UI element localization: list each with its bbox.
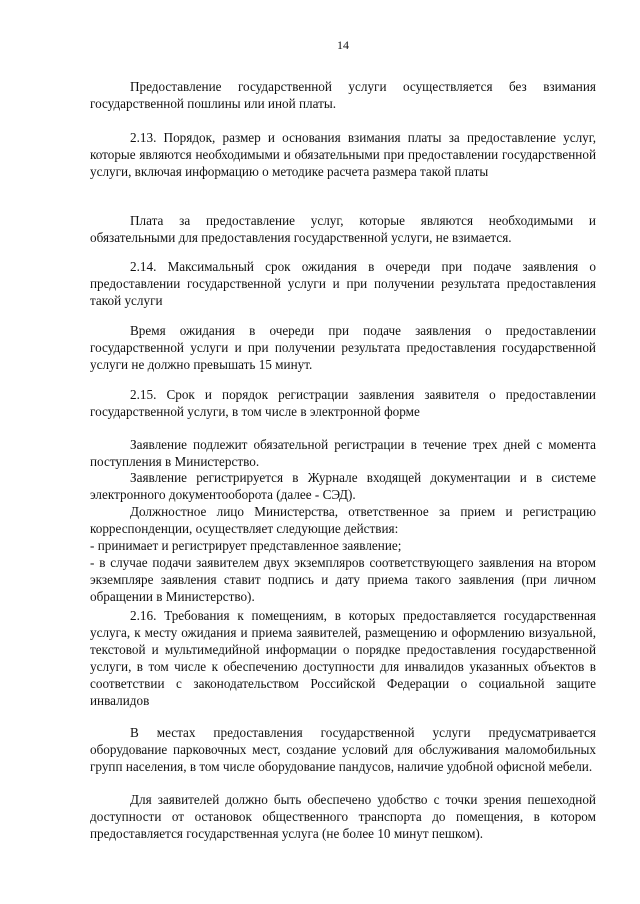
paragraph-pedestrian-access: Для заявителей должно быть обеспечено удобство с точки зрения пешеходной доступности от остановок общественного транспорта до помещения, в котором предоставляется государственная услуга (не более 10 минут пешком). xyxy=(90,792,596,841)
paragraph-registration-journal: Заявление регистрируется в Журнале входящей документации и в системе электронного документооборота (далее - СЭД). xyxy=(90,470,596,502)
section-heading-2-14: 2.14. Максимальный срок ожидания в очереди при подаче заявления о предоставлении государственной услуги и при получении результата предоставления такой услуги xyxy=(90,259,596,308)
document-page xyxy=(90,0,596,904)
paragraph-waiting-time: Время ожидания в очереди при подаче заявления о предоставлении государственной услуги и при получении результата предоставления государственной услуги не должно превышать 15 минут. xyxy=(90,323,596,372)
list-item-accepts: - принимает и регистрирует представленное заявление; xyxy=(90,538,402,553)
section-heading-2-16: 2.16. Требования к помещениям, в которых предоставляется государственная услуга, к месту ожидания и приема заявителей, размещению и оформлению визуальной, текстовой и мультимедийной информации о порядке предоставления государственной услуги, в том числе к обеспечению доступности для инвалидов указанных объектов в соответствии с законодательством Российской Федерации о социальной защите инвалидов xyxy=(90,608,596,708)
page-number: 14 xyxy=(337,38,349,52)
list-item-second-copy: - в случае подачи заявителем двух экземпляров соответствующего заявления на втором экземпляре заявления ставит подпись и дату приема такого заявления (при личном обращении в Министерство). xyxy=(90,555,596,604)
section-heading-2-13: 2.13. Порядок, размер и основания взимания платы за предоставление услуг, которые являются необходимыми и обязательными при предоставлении государственной услуги, включая информацию о методике расчета размера такой платы xyxy=(90,130,596,179)
paragraph-parking: В местах предоставления государственной услуги предусматривается оборудование парковочных мест, создание условий для обслуживания маломобильных групп населения, в том числе оборудование пандусов, наличие удобной офисной мебели. xyxy=(90,725,596,774)
paragraph-registration-term: Заявление подлежит обязательной регистрации в течение трех дней с момента поступления в Министерство. xyxy=(90,437,596,469)
section-heading-2-15: 2.15. Срок и порядок регистрации заявления заявителя о предоставлении государственной услуги, в том числе в электронной форме xyxy=(90,387,596,419)
paragraph-fee-exemption: Предоставление государственной услуги осуществляется без взимания государственной пошлины или иной платы. xyxy=(90,79,596,111)
paragraph-no-fee: Плата за предоставление услуг, которые являются необходимыми и обязательными для предоставления государственной услуги, не взимается. xyxy=(90,213,596,245)
paragraph-responsible-officer: Должностное лицо Министерства, ответственное за прием и регистрацию корреспонденции, осуществляет следующие действия: xyxy=(90,504,596,536)
